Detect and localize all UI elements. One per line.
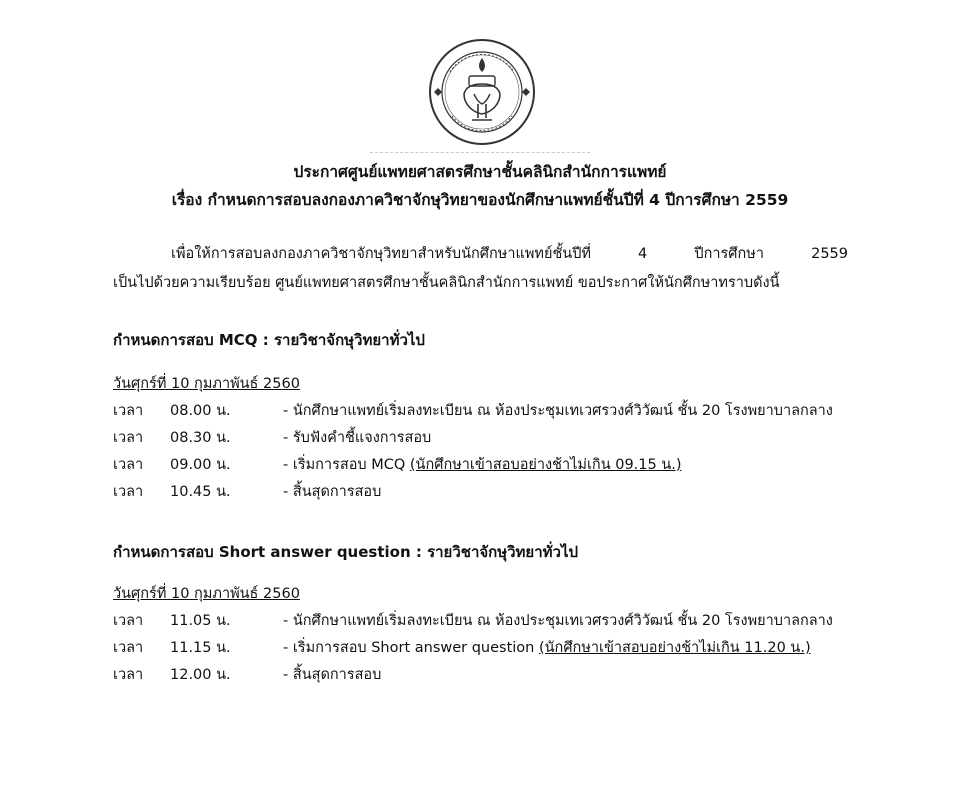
schedule-row	[113, 479, 873, 506]
time-value: 08.30 น.	[170, 430, 231, 446]
intro-line-2: เป็นไปด้วยความเรียบร้อย ศูนย์แพทยศาสตรศึกษาชั้นคลินิกสำนักการแพทย์ ขอประกาศให้นักศึกษาทราบดังนี้	[113, 275, 780, 291]
schedule-description: - เริ่มการสอบ Short answer question (นักศึกษาเข้าสอบอย่างช้าไม่เกิน 11.20 น.)	[283, 640, 811, 656]
announcement-title: ประกาศศูนย์แพทยศาสตรศึกษาชั้นคลินิกสำนักการแพทย์	[293, 163, 667, 181]
schedule-description: - รับฟังคำชี้แจงการสอบ	[283, 430, 432, 446]
announcement-subject: เรื่อง กำหนดการสอบลงกองภาควิชาจักษุวิทยาของนักศึกษาแพทย์ชั้นปีที่ 4 ปีการศึกษา 2559	[171, 191, 789, 209]
schedule-row	[113, 425, 873, 452]
time-value: 09.00 น.	[170, 457, 231, 473]
schedule-description: - นักศึกษาแพทย์เริ่มลงทะเบียน ณ ห้องประชุมเทเวศรวงศ์วิวัฒน์ ชั้น 20 โรงพยาบาลกลาง	[283, 613, 833, 629]
schedule-note: (นักศึกษาเข้าสอบอย่างช้าไม่เกิน 11.20 น.)	[538, 640, 811, 656]
time-value: 11.05 น.	[170, 613, 231, 629]
intro-paragraph	[113, 240, 848, 298]
saq-schedule	[113, 608, 873, 689]
time-label: เวลา	[113, 457, 144, 473]
time-label: เวลา	[113, 430, 144, 446]
time-label: เวลา	[113, 613, 144, 629]
time-value: 10.45 น.	[170, 484, 231, 500]
schedule-row	[113, 398, 873, 425]
mcq-section-title: กำหนดการสอบ MCQ : รายวิชาจักษุวิทยาทั่วไป	[113, 331, 425, 349]
schedule-description: - สิ้นสุดการสอบ	[283, 667, 382, 683]
schedule-row	[113, 635, 873, 662]
time-value: 08.00 น.	[170, 403, 231, 419]
intro-line-1: เพื่อให้การสอบลงกองภาควิชาจักษุวิทยาสำหรับนักศึกษาแพทย์ชั้นปีที่ 4 ปีการศึกษา 2559	[171, 246, 848, 262]
schedule-description: - นักศึกษาแพทย์เริ่มลงทะเบียน ณ ห้องประชุมเทเวศรวงศ์วิวัฒน์ ชั้น 20 โรงพยาบาลกลาง	[283, 403, 833, 419]
time-value: 12.00 น.	[170, 667, 231, 683]
time-value: 11.15 น.	[170, 640, 231, 656]
schedule-row	[113, 608, 873, 635]
schedule-row	[113, 662, 873, 689]
announcement-header	[0, 158, 960, 214]
hospital-seal-icon	[428, 38, 536, 146]
time-label: เวลา	[113, 640, 144, 656]
schedule-row	[113, 452, 873, 479]
time-label: เวลา	[113, 667, 144, 683]
schedule-description: - สิ้นสุดการสอบ	[283, 484, 382, 500]
schedule-description: - เริ่มการสอบ MCQ (นักศึกษาเข้าสอบอย่างช้าไม่เกิน 09.15 น.)	[283, 457, 682, 473]
header-divider	[370, 152, 590, 153]
schedule-note: (นักศึกษาเข้าสอบอย่างช้าไม่เกิน 09.15 น.)	[409, 457, 682, 473]
saq-exam-date: วันศุกร์ที่ 10 กุมภาพันธ์ 2560	[113, 586, 300, 602]
time-label: เวลา	[113, 403, 144, 419]
time-label: เวลา	[113, 484, 144, 500]
saq-section-title: กำหนดการสอบ Short answer question : รายวิชาจักษุวิทยาทั่วไป	[113, 543, 579, 561]
mcq-schedule	[113, 398, 873, 506]
mcq-exam-date: วันศุกร์ที่ 10 กุมภาพันธ์ 2560	[113, 376, 300, 392]
